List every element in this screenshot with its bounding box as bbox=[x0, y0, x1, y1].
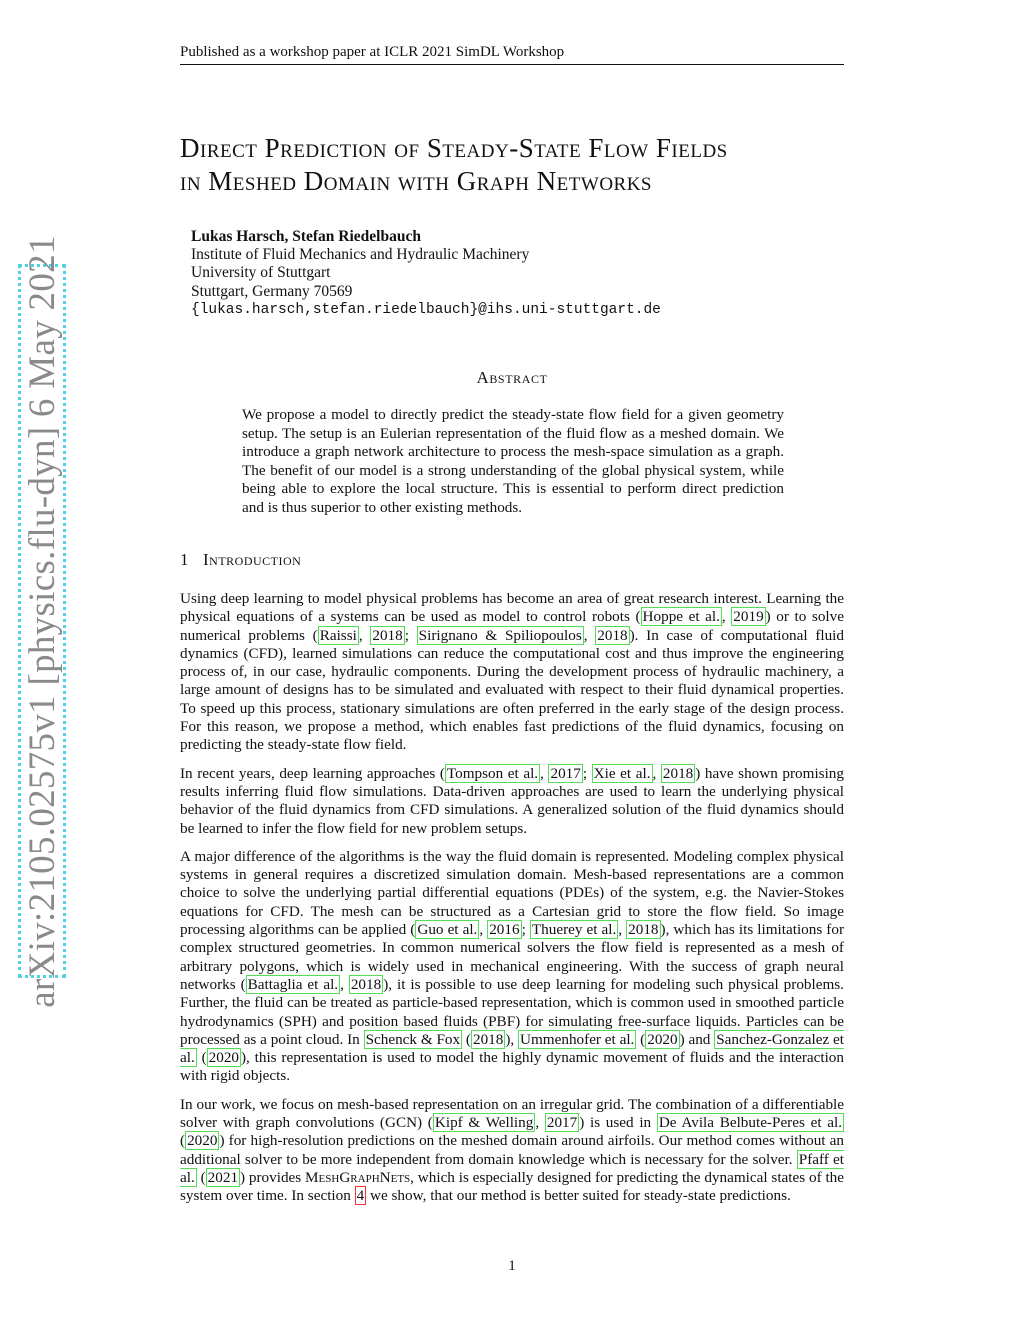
introduction-body bbox=[180, 590, 844, 1216]
paper-title-line-2: in Meshed Domain with Graph Networks bbox=[180, 166, 653, 196]
running-head: Published as a workshop paper at ICLR 2021 SimDL Workshop bbox=[180, 44, 844, 65]
citation-link[interactable]: Guo et al. bbox=[417, 921, 478, 939]
text-run: In recent years, deep learning approaches ( bbox=[180, 764, 445, 782]
text-run: , bbox=[340, 975, 349, 993]
citation-link[interactable]: Xie et al. bbox=[593, 764, 651, 782]
text-run: In our work, we focus on mesh-based representation on an irregular grid. The combination of a differentiable solver with graph convolutions (GCN) ( bbox=[180, 1095, 844, 1132]
text-run: ; bbox=[404, 626, 417, 644]
citation-link[interactable]: 2017 bbox=[550, 764, 581, 782]
text-run: , bbox=[535, 1114, 545, 1132]
citation-link[interactable]: Raissi bbox=[319, 626, 357, 644]
text-run: , bbox=[479, 921, 488, 939]
citation-link[interactable]: 2020 bbox=[187, 1132, 218, 1150]
text-run: ( bbox=[196, 1168, 206, 1186]
citation-link[interactable]: 2017 bbox=[546, 1114, 578, 1132]
text-run: A major difference of the algorithms is the way the fluid domain is represented. Modeling complex physical systems in general requires a discretized simulation domain. Mesh-based representations are a common choice to solve the underlying partial differential equations (PDEs) of the system, e.g. the Navier-Stokes equations for CFD. The mesh can be structured as a Cartesian grid to store the flow field. So image processing algorithms can be applied ( bbox=[180, 847, 844, 939]
text-run: ), bbox=[505, 1030, 519, 1048]
citation-link[interactable]: Sirignano & Spiliopoulos bbox=[418, 626, 582, 644]
citation-link[interactable]: Tompson et al. bbox=[446, 764, 539, 782]
citation-link[interactable]: 2018 bbox=[372, 626, 403, 644]
text-run: we show, that our method is better suited for steady-state predictions. bbox=[366, 1187, 791, 1205]
text-run: ( bbox=[196, 1049, 207, 1067]
text-run: ; bbox=[521, 921, 530, 939]
citation-link[interactable]: 2018 bbox=[662, 764, 694, 782]
citation-link[interactable]: Battaglia et al. bbox=[247, 975, 339, 993]
author-block bbox=[191, 228, 791, 319]
page-number: 1 bbox=[508, 1258, 516, 1274]
text-run: ) have shown promising results inferring fluid flow simulations. Data-driven approaches are used to learn the underlying physical behavior of the fluid dynamics from CFD simulations. A generalized solution of the fluid dynamics should be learned to infer the flow field for new problem setups. bbox=[180, 764, 844, 837]
paragraph-1 bbox=[180, 590, 844, 755]
citation-link[interactable]: De Avila Belbute-Peres et al. bbox=[658, 1114, 842, 1132]
section-heading-introduction bbox=[180, 550, 301, 570]
arxiv-identifier-text: arXiv:2105.02575v1 [physics.flu-dyn] 6 May 2021 bbox=[21, 234, 63, 1008]
text-run: ), this representation is used to model the highly dynamic movement of fluids and the interaction with rigid objects. bbox=[180, 1049, 844, 1085]
text-run: ; bbox=[582, 764, 592, 782]
text-run: ( bbox=[636, 1030, 646, 1048]
author-university: University of Stuttgart bbox=[191, 264, 331, 282]
citation-link[interactable]: 2018 bbox=[628, 921, 659, 939]
text-run: ) for high-resolution predictions on the meshed domain around airfoils. Our method comes without an additional solver to be more independent from domain knowledge which is necessary for the solver. bbox=[180, 1132, 844, 1168]
text-run: ), it is possible to use deep learning for modeling such physical problems. Further, the fluid can be treated as particle-based representation, which is common used in smoothed particle hydrodynamics (SPH) and position based fluids (PBF) for simulating free-surface liquids. Particles can be processed as a point cloud. In bbox=[180, 975, 844, 1048]
citation-link[interactable]: 2020 bbox=[208, 1049, 239, 1067]
citation-link[interactable]: Hoppe et al. bbox=[642, 608, 720, 626]
text-run: , bbox=[583, 626, 596, 644]
abstract-heading: Abstract bbox=[476, 368, 548, 387]
section-title: Introduction bbox=[203, 550, 302, 569]
citation-link[interactable]: 2020 bbox=[647, 1030, 678, 1048]
citation-link[interactable]: 2018 bbox=[350, 975, 382, 993]
citation-link[interactable]: Ummenhofer et al. bbox=[520, 1030, 635, 1048]
text-run: , bbox=[618, 921, 627, 939]
abstract-body: We propose a model to directly predict the steady-state flow field for a given geometry setup. The setup is an Eulerian representation of the fluid flow as a meshed domain. We introduce a graph network architecture to process the mesh-space simulation as a graph. The benefit of our model is a strong understanding of the global physical system, while being able to explore the local structure. This is essential to perform direct prediction and is thus superior to other existing methods. bbox=[242, 406, 784, 516]
text-run: , which is especially designed for predicting the dynamical states of the system over time. In section bbox=[180, 1168, 844, 1205]
text-run: , bbox=[358, 626, 371, 644]
paper-title bbox=[180, 132, 860, 198]
text-run: Using deep learning to model physical problems has become an area of great research interest. Learning the physical equations of a systems can be used as model to control robots ( bbox=[180, 590, 844, 626]
citation-link[interactable]: 2021 bbox=[207, 1168, 239, 1186]
citation-link[interactable]: 2019 bbox=[733, 608, 764, 626]
author-affiliation: Institute of Fluid Mechanics and Hydraulic Machinery bbox=[191, 246, 530, 264]
citation-link[interactable]: 2018 bbox=[472, 1030, 504, 1048]
text-run: ) is used in bbox=[579, 1114, 657, 1132]
author-email[interactable]: {lukas.harsch,stefan.riedelbauch}@ihs.uni-stuttgart.de bbox=[191, 301, 661, 318]
text-run: ) and bbox=[679, 1030, 715, 1048]
author-names: Lukas Harsch, Stefan Riedelbauch bbox=[191, 228, 421, 245]
text-run: , bbox=[721, 608, 732, 626]
citation-link[interactable]: 2016 bbox=[489, 921, 520, 939]
text-run: ) provides bbox=[240, 1168, 306, 1186]
citation-link[interactable]: Sanchez-Gonzalez et al. bbox=[180, 1030, 844, 1067]
text-run: ), which has its limitations for complex structured geometries. In common numerical solvers the flow field is represented as a mesh of arbitrary polygons, which is widely used in mechanical engineering. With the success of graph neural networks ( bbox=[180, 921, 845, 993]
text-run: ) or to solve numerical problems ( bbox=[180, 608, 844, 644]
text-run: , bbox=[540, 764, 549, 782]
paragraph-2 bbox=[180, 765, 844, 838]
paper-title-line-1: Direct Prediction of Steady-State Flow Fields bbox=[180, 133, 728, 163]
citation-link[interactable]: Kipf & Welling bbox=[434, 1114, 534, 1132]
paragraph-4 bbox=[180, 1096, 844, 1206]
paragraph-3 bbox=[180, 848, 844, 1086]
citation-link[interactable]: Pfaff et al. bbox=[180, 1150, 844, 1186]
citation-link[interactable]: Schenck & Fox bbox=[365, 1030, 461, 1048]
text-run: ( bbox=[462, 1030, 471, 1048]
citation-link[interactable]: Thuerey et al. bbox=[531, 921, 617, 939]
author-location: Stuttgart, Germany 70569 bbox=[191, 282, 353, 300]
citation-link[interactable]: 2018 bbox=[597, 626, 628, 644]
method-name: MeshGraphNets bbox=[305, 1168, 411, 1186]
section-number: 1 bbox=[180, 550, 189, 569]
section-reference-link[interactable]: 4 bbox=[356, 1187, 365, 1205]
text-run: ). In case of computational fluid dynamics (CFD), learned simulations can reduce the computational cost and thus improve the engineering process of, in our case, hydraulic components. During the development process of hydraulic machinery, a large amount of designs has to be simulated and evaluated with respect to their fluid dynamical properties. To speed up this process, stationary simulations are often preferred in the early stage of the design process. For this reason, we propose a method, which enables fast predictions of the fluid dynamics, focusing on predicting the steady-state flow field. bbox=[180, 626, 844, 754]
text-run: , bbox=[652, 764, 661, 782]
text-run: ( bbox=[180, 1132, 186, 1150]
